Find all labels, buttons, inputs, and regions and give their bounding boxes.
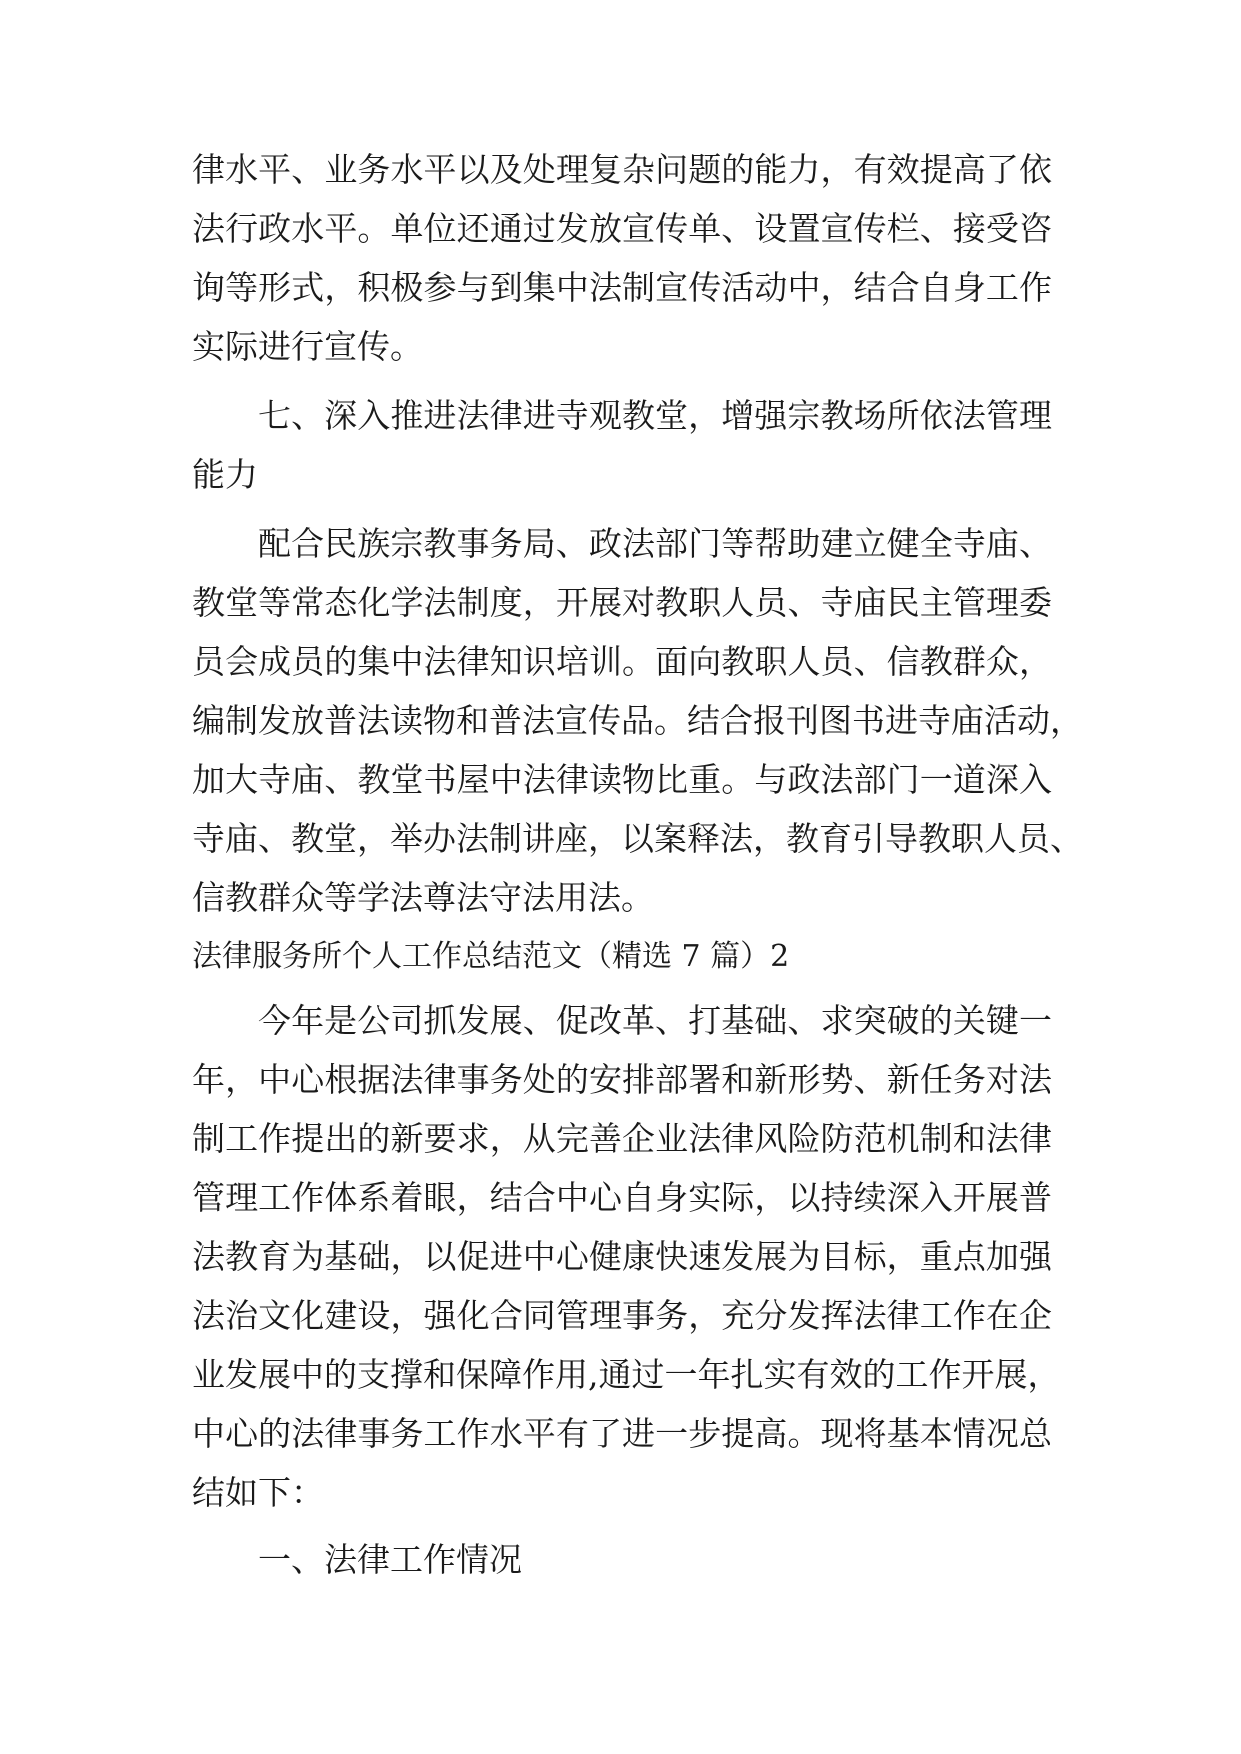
body-line: 法教育为基础，以促进中心健康快速发展为目标，重点加强 bbox=[192, 1237, 1052, 1276]
body-line: 法行政水平。单位还通过发放宣传单、设置宣传栏、接受咨 bbox=[192, 209, 1052, 248]
body-line: 法治文化建设，强化合同管理事务，充分发挥法律工作在企 bbox=[192, 1296, 1052, 1335]
body-line: 教堂等常态化学法制度，开展对教职人员、寺庙民主管理委 bbox=[192, 583, 1052, 622]
body-line: 信教群众等学法尊法守法用法。 bbox=[192, 878, 654, 917]
body-line: 年，中心根据法律事务处的安排部署和新形势、新任务对法 bbox=[192, 1060, 1052, 1099]
body-line: 制工作提出的新要求，从完善企业法律风险防范机制和法律 bbox=[192, 1119, 1052, 1158]
section-heading: 七、深入推进法律进寺观教堂，增强宗教场所依法管理 bbox=[258, 396, 1052, 435]
body-line: 询等形式，积极参与到集中法制宣传活动中，结合自身工作 bbox=[192, 268, 1052, 307]
article-title: 法律服务所个人工作总结范文（精选 7 篇）2 bbox=[192, 939, 790, 974]
body-line: 结如下： bbox=[192, 1473, 324, 1512]
section-heading-continued: 能力 bbox=[192, 455, 258, 494]
body-line: 寺庙、教堂，举办法制讲座，以案释法，教育引导教职人员、 bbox=[192, 819, 1083, 858]
body-line: 业发展中的支撑和保障作用,通过一年扎实有效的工作开展， bbox=[192, 1355, 1061, 1394]
body-line: 配合民族宗教事务局、政法部门等帮助建立健全寺庙、 bbox=[258, 524, 1052, 563]
body-line: 今年是公司抓发展、促改革、打基础、求突破的关键一 bbox=[258, 1001, 1052, 1040]
body-line: 员会成员的集中法律知识培训。面向教职人员、信教群众， bbox=[192, 642, 1052, 681]
body-line: 中心的法律事务工作水平有了进一步提高。现将基本情况总 bbox=[192, 1414, 1052, 1453]
section-heading: 一、法律工作情况 bbox=[258, 1540, 522, 1579]
body-line: 管理工作体系着眼，结合中心自身实际，以持续深入开展普 bbox=[192, 1178, 1052, 1217]
body-line: 实际进行宣传。 bbox=[192, 327, 423, 366]
body-line: 编制发放普法读物和普法宣传品。结合报刊图书进寺庙活动， bbox=[192, 701, 1083, 740]
body-line: 律水平、业务水平以及处理复杂问题的能力，有效提高了依 bbox=[192, 150, 1052, 189]
body-line: 加大寺庙、教堂书屋中法律读物比重。与政法部门一道深入 bbox=[192, 760, 1052, 799]
